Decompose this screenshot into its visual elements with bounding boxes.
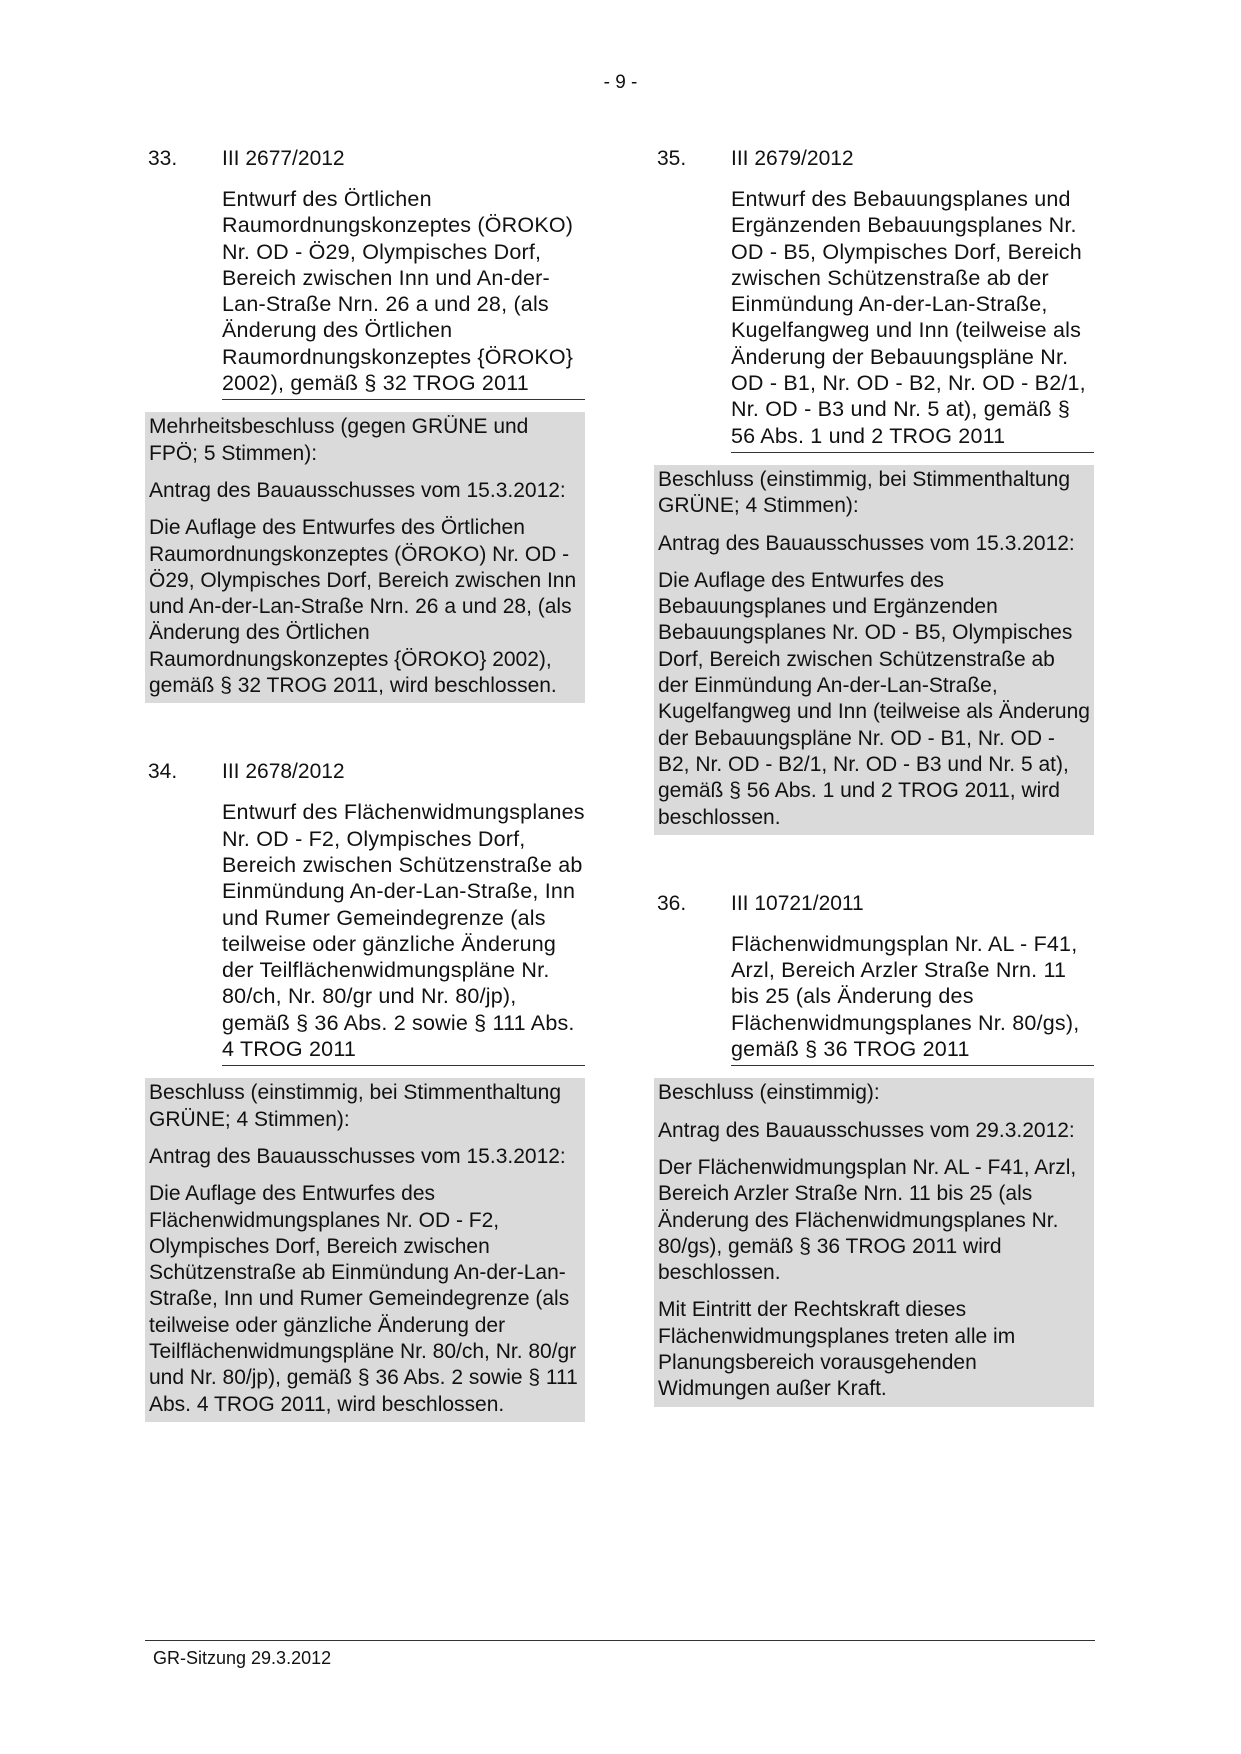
decision-type: Beschluss (einstimmig, bei Stimmenthaltung GRÜNE; 4 Stimmen): [658, 467, 1071, 518]
agenda-item-35 [654, 146, 1094, 835]
item-number: 34. [148, 760, 178, 784]
item-reference: III 2679/2012 [731, 147, 854, 170]
item-title: Entwurf des Bebauungsplanes und Ergänzenden Bebauungsplanes Nr. OD - B5, Olympisches Dorf, Bereich zwischen Schützenstraße ab der Einmündung An-der-Lan-Straße, Kugelfangweg und Inn (teilweise als Änderung der Bebauungspläne Nr. OD - B1, Nr. OD - B2, Nr. OD - B2/1, Nr. OD - B3 und Nr. 5 at), gemäß § 56 Abs. 1 und 2 TROG 2011 [731, 186, 1094, 453]
footer-divider [145, 1640, 1095, 1641]
item-title: Entwurf des Flächenwidmungsplanes Nr. OD - F2, Olympisches Dorf, Bereich zwischen Schützenstraße ab Einmündung An-der-Lan-Straße, Inn und Rumer Gemeindegrenze (als teilweise oder gänzliche Änderung der Teilflächenwidmungspläne Nr. 80/ch, Nr. 80/gr und Nr. 80/jp), gemäß § 36 Abs. 2 sowie § 111 Abs. 4 TROG 2011 [222, 799, 585, 1066]
page-number: - 9 - [603, 72, 638, 93]
item-reference: III 2677/2012 [222, 147, 345, 170]
decision-box [654, 465, 1094, 835]
item-title: Flächenwidmungsplan Nr. AL - F41, Arzl, Bereich Arzler Straße Nrn. 11 bis 25 (als Änderung des Flächenwidmungsplanes Nr. 80/gs), gemäß § 36 TROG 2011 [731, 931, 1094, 1066]
decision-box [145, 412, 585, 703]
decision-type: Beschluss (einstimmig, bei Stimmenthaltung GRÜNE; 4 Stimmen): [149, 1081, 562, 1131]
resolution: Die Auflage des Entwurfes des Bebauungsplanes und Ergänzenden Bebauungsplanes Nr. OD - B5, Olympisches Dorf, Bereich zwischen Schützenstraße ab der Einmündung An-der-Lan-Straße, Kugelfangweg und Inn (teilweise als Änderung der Bebauungspläne Nr. OD - B1, Nr. OD - B2, Nr. OD - B2/1, Nr. OD - B3 und Nr. 5 at), gemäß § 56 Abs. 1 und 2 TROG 2011, wird beschlossen. [658, 568, 1090, 829]
agenda-item-36 [654, 891, 1094, 1407]
item-header [145, 759, 585, 785]
footer-session-date: GR-Sitzung 29.3.2012 [153, 1648, 332, 1668]
resolution-note: Mit Eintritt der Rechtskraft dieses Flächenwidmungsplanes treten alle im Planungsbereich vorausgehenden Widmungen außer Kraft. [658, 1298, 1016, 1401]
item-header [654, 891, 1094, 917]
item-title: Entwurf des Örtlichen Raumordnungskonzeptes (ÖROKO) Nr. OD - Ö29, Olympisches Dorf, Bereich zwischen Inn und An-der-Lan-Straße Nrn. 26 a und 28, (als Änderung des Örtlichen Raumordnungskonzeptes {ÖROKO} 2002), gemäß § 32 TROG 2011 [222, 186, 585, 400]
item-header [145, 146, 585, 172]
item-reference: III 2678/2012 [222, 760, 345, 784]
item-number: 35. [657, 147, 687, 170]
resolution: Die Auflage des Entwurfes des Örtlichen Raumordnungskonzeptes (ÖROKO) Nr. OD - Ö29, Olympisches Dorf, Bereich zwischen Inn und An-der-Lan-Straße Nrn. 26 a und 28, (als Änderung des Örtlichen Raumordnungskonzeptes {ÖROKO} 2002), gemäß § 32 TROG 2011, wird beschlossen. [149, 516, 577, 698]
decision-box [654, 1078, 1094, 1406]
decision-box [145, 1078, 585, 1422]
agenda-item-34 [145, 759, 585, 1422]
item-number: 33. [148, 147, 178, 170]
motion: Antrag des Bauausschusses vom 29.3.2012: [658, 1118, 1075, 1142]
motion: Antrag des Bauausschusses vom 15.3.2012: [658, 531, 1075, 555]
resolution: Der Flächenwidmungsplan Nr. AL - F41, Arzl, Bereich Arzler Straße Nrn. 11 bis 25 (als Änderung des Flächenwidmungsplanes Nr. 80/gs), gemäß § 36 TROG 2011 wird beschlossen. [658, 1155, 1077, 1285]
item-number: 36. [657, 891, 687, 915]
item-reference: III 10721/2011 [731, 891, 864, 915]
motion: Antrag des Bauausschusses vom 15.3.2012: [149, 1144, 566, 1168]
motion: Antrag des Bauausschusses vom 15.3.2012: [149, 478, 566, 502]
item-header [654, 146, 1094, 172]
resolution: Die Auflage des Entwurfes des Flächenwidmungsplanes Nr. OD - F2, Olympisches Dorf, Bereich zwischen Schützenstraße ab Einmündung An-der-Lan-Straße, Inn und Rumer Gemeindegrenze (als teilweise oder gänzliche Änderung der Teilflächenwidmungspläne Nr. 80/ch, Nr. 80/gr und Nr. 80/jp), gemäß § 36 Abs. 2 sowie § 111 Abs. 4 TROG 2011, wird beschlossen. [149, 1182, 578, 1416]
left-column [145, 146, 585, 1478]
agenda-item-33 [145, 146, 585, 703]
decision-type: Mehrheitsbeschluss (gegen GRÜNE und FPÖ; 5 Stimmen): [149, 415, 529, 465]
right-column [654, 146, 1094, 1463]
decision-type: Beschluss (einstimmig): [658, 1081, 880, 1105]
